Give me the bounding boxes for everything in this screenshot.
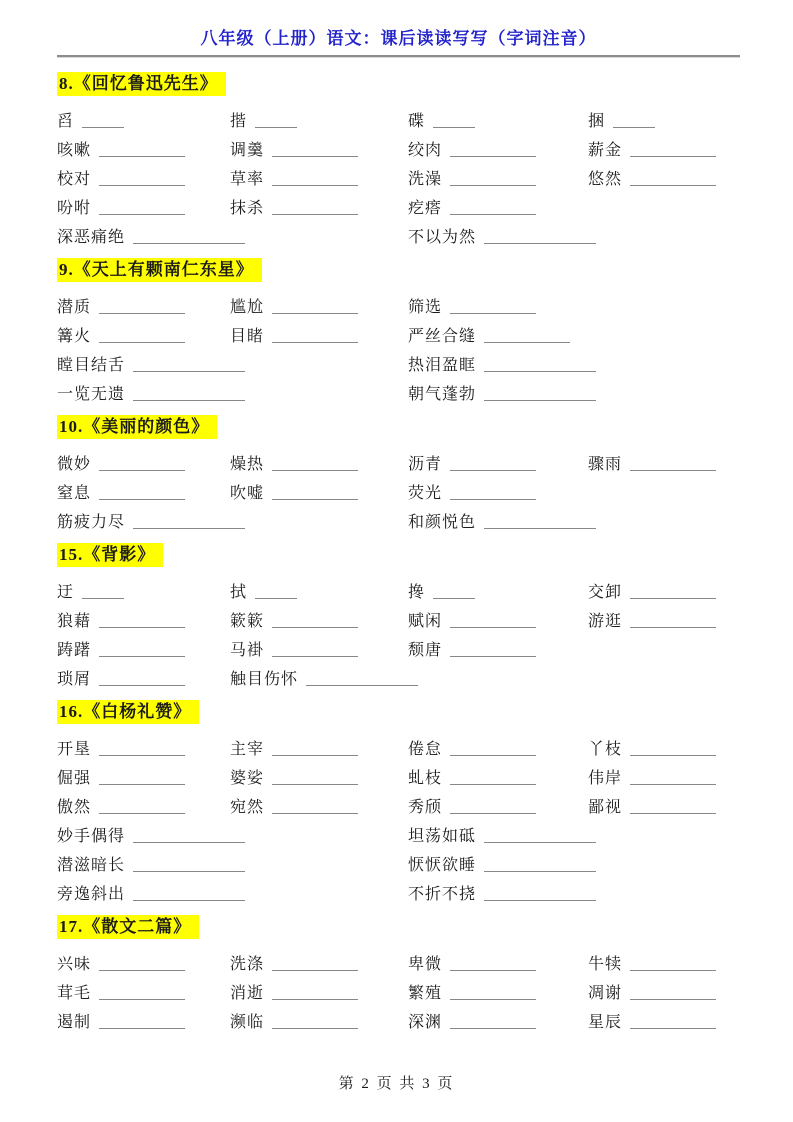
word-row — [57, 381, 740, 410]
section-title: 9.《天上有颗南仁东星》 — [57, 258, 262, 282]
word-label: 游逛 — [588, 613, 623, 630]
word-row — [57, 951, 740, 980]
pinyin-blank-line — [272, 742, 358, 756]
pinyin-blank-line — [255, 585, 297, 599]
word-entry — [57, 451, 230, 474]
word-row — [57, 195, 740, 224]
word-entry — [588, 608, 740, 631]
pinyin-blank-line — [272, 957, 358, 971]
word-label: 搀 — [408, 584, 426, 601]
word-entry — [408, 224, 740, 247]
pinyin-blank-line — [630, 585, 716, 599]
pinyin-blank-line — [82, 114, 124, 128]
pinyin-blank-line — [272, 486, 358, 500]
word-entry — [588, 166, 740, 189]
pinyin-blank-line — [133, 230, 245, 244]
word-label: 薪金 — [588, 142, 623, 159]
word-entry — [57, 794, 230, 817]
word-label: 深恶痛绝 — [57, 229, 126, 246]
word-entry — [408, 736, 588, 759]
word-entry — [57, 765, 230, 788]
word-label: 疙瘩 — [408, 200, 443, 217]
pinyin-blank-line — [99, 672, 185, 686]
word-entry — [408, 108, 588, 131]
pinyin-blank-line — [630, 172, 716, 186]
word-entry — [588, 451, 740, 474]
word-label: 严丝合缝 — [408, 328, 477, 345]
word-label: 洗涤 — [230, 956, 265, 973]
word-label: 筛选 — [408, 299, 443, 316]
word-label: 沥青 — [408, 456, 443, 473]
word-entry — [230, 166, 408, 189]
word-label: 恹恹欲睡 — [408, 857, 477, 874]
word-entry — [408, 451, 588, 474]
word-label: 赋闲 — [408, 613, 443, 630]
word-entry — [408, 509, 740, 532]
pinyin-blank-line — [133, 829, 245, 843]
word-entry — [588, 579, 740, 602]
word-label: 秀颀 — [408, 799, 443, 816]
section-title: 16.《白杨礼赞》 — [57, 700, 199, 724]
word-label: 校对 — [57, 171, 92, 188]
pinyin-blank-line — [450, 771, 536, 785]
word-entry — [57, 352, 408, 375]
word-label: 倦怠 — [408, 741, 443, 758]
word-label: 抹杀 — [230, 200, 265, 217]
word-label: 朝气蓬勃 — [408, 386, 477, 403]
section-title: 10.《美丽的颜色》 — [57, 415, 217, 439]
word-label: 簌簌 — [230, 613, 265, 630]
word-label: 碟 — [408, 113, 426, 130]
section-title: 8.《回忆鲁迅先生》 — [57, 72, 226, 96]
word-entry — [230, 765, 408, 788]
word-label: 鄙视 — [588, 799, 623, 816]
pinyin-blank-line — [272, 800, 358, 814]
word-entry — [57, 108, 230, 131]
pinyin-blank-line — [450, 643, 536, 657]
pinyin-blank-line — [272, 329, 358, 343]
pinyin-blank-line — [450, 457, 536, 471]
word-entry — [57, 166, 230, 189]
pinyin-blank-line — [484, 387, 596, 401]
word-label: 兴味 — [57, 956, 92, 973]
word-label: 悠然 — [588, 171, 623, 188]
word-entry — [230, 108, 408, 131]
word-entry — [230, 951, 408, 974]
pinyin-blank-line — [99, 771, 185, 785]
pinyin-blank-line — [484, 230, 596, 244]
word-entry — [408, 881, 740, 904]
word-entry — [408, 480, 588, 503]
word-label: 坦荡如砥 — [408, 828, 477, 845]
pinyin-blank-line — [433, 585, 475, 599]
word-row — [57, 579, 740, 608]
word-entry — [588, 980, 740, 1003]
header-divider — [57, 55, 740, 58]
word-label: 琐屑 — [57, 671, 92, 688]
word-label: 洗澡 — [408, 171, 443, 188]
pinyin-blank-line — [272, 457, 358, 471]
pinyin-blank-line — [272, 300, 358, 314]
word-entry — [408, 166, 588, 189]
section-title: 15.《背影》 — [57, 543, 163, 567]
pinyin-blank-line — [630, 1015, 716, 1029]
pinyin-blank-line — [255, 114, 297, 128]
section-title-row — [57, 538, 740, 579]
word-row — [57, 823, 740, 852]
word-label: 绞肉 — [408, 142, 443, 159]
word-row — [57, 736, 740, 765]
word-label: 马褂 — [230, 642, 265, 659]
word-row — [57, 980, 740, 1009]
word-label: 捆 — [588, 113, 606, 130]
pinyin-blank-line — [630, 957, 716, 971]
pinyin-blank-line — [272, 143, 358, 157]
word-entry — [588, 951, 740, 974]
word-entry — [57, 881, 408, 904]
word-label: 瞠目结舌 — [57, 357, 126, 374]
section-title-row — [57, 253, 740, 294]
word-label: 篝火 — [57, 328, 92, 345]
word-label: 吩咐 — [57, 200, 92, 217]
word-entry — [57, 224, 408, 247]
pinyin-blank-line — [133, 515, 245, 529]
sections-container — [57, 67, 740, 1038]
pinyin-blank-line — [630, 457, 716, 471]
word-row — [57, 852, 740, 881]
pinyin-blank-line — [450, 986, 536, 1000]
pinyin-blank-line — [99, 201, 185, 215]
word-entry — [408, 323, 740, 346]
word-entry — [57, 637, 230, 660]
word-label: 荧光 — [408, 485, 443, 502]
word-entry — [57, 980, 230, 1003]
section-title: 17.《散文二篇》 — [57, 915, 199, 939]
pinyin-blank-line — [306, 672, 418, 686]
word-label: 草率 — [230, 171, 265, 188]
word-row — [57, 637, 740, 666]
pinyin-blank-line — [484, 358, 596, 372]
word-entry — [230, 451, 408, 474]
word-label: 热泪盈眶 — [408, 357, 477, 374]
word-row — [57, 509, 740, 538]
word-entry — [230, 794, 408, 817]
word-entry — [57, 294, 230, 317]
word-row — [57, 323, 740, 352]
pinyin-blank-line — [133, 358, 245, 372]
word-label: 开垦 — [57, 741, 92, 758]
word-label: 潜滋暗长 — [57, 857, 126, 874]
pinyin-blank-line — [484, 329, 570, 343]
word-row — [57, 480, 740, 509]
word-row — [57, 765, 740, 794]
word-entry — [588, 137, 740, 160]
pinyin-blank-line — [99, 614, 185, 628]
pinyin-blank-line — [630, 614, 716, 628]
word-label: 凋谢 — [588, 985, 623, 1002]
pinyin-blank-line — [484, 858, 596, 872]
word-entry — [588, 1009, 740, 1032]
word-entry — [408, 823, 740, 846]
pinyin-blank-line — [630, 143, 716, 157]
word-row — [57, 1009, 740, 1038]
word-row — [57, 352, 740, 381]
word-entry — [230, 666, 588, 689]
word-entry — [408, 137, 588, 160]
word-label: 一览无遗 — [57, 386, 126, 403]
pinyin-blank-line — [272, 986, 358, 1000]
pinyin-blank-line — [450, 486, 536, 500]
word-label: 濒临 — [230, 1014, 265, 1031]
word-label: 旁逸斜出 — [57, 886, 126, 903]
word-label: 踌躇 — [57, 642, 92, 659]
pinyin-blank-line — [613, 114, 655, 128]
word-entry — [57, 381, 408, 404]
word-entry — [408, 352, 740, 375]
pinyin-blank-line — [450, 742, 536, 756]
pinyin-blank-line — [272, 172, 358, 186]
pinyin-blank-line — [99, 486, 185, 500]
word-label: 潜质 — [57, 299, 92, 316]
word-entry — [408, 294, 588, 317]
word-label: 交卸 — [588, 584, 623, 601]
word-label: 卑微 — [408, 956, 443, 973]
word-label: 目睹 — [230, 328, 265, 345]
word-label: 舀 — [57, 113, 75, 130]
pinyin-blank-line — [99, 329, 185, 343]
section-title-row — [57, 67, 740, 108]
word-row — [57, 794, 740, 823]
word-label: 深渊 — [408, 1014, 443, 1031]
pinyin-blank-line — [133, 858, 245, 872]
word-label: 不折不挠 — [408, 886, 477, 903]
word-label: 和颜悦色 — [408, 514, 477, 531]
word-entry — [230, 323, 408, 346]
word-entry — [408, 637, 588, 660]
pinyin-blank-line — [433, 114, 475, 128]
word-label: 咳嗽 — [57, 142, 92, 159]
word-label: 狼藉 — [57, 613, 92, 630]
word-entry — [57, 852, 408, 875]
page-number: 第 2 页 共 3 页 — [338, 1076, 455, 1092]
word-label: 宛然 — [230, 799, 265, 816]
word-row — [57, 294, 740, 323]
word-entry — [57, 579, 230, 602]
word-row — [57, 608, 740, 637]
word-entry — [230, 579, 408, 602]
word-entry — [230, 608, 408, 631]
word-entry — [408, 608, 588, 631]
word-row — [57, 108, 740, 137]
pinyin-blank-line — [450, 1015, 536, 1029]
pinyin-blank-line — [450, 614, 536, 628]
word-label: 骤雨 — [588, 456, 623, 473]
word-entry — [230, 480, 408, 503]
word-label: 星辰 — [588, 1014, 623, 1031]
pinyin-blank-line — [450, 172, 536, 186]
pinyin-blank-line — [630, 800, 716, 814]
word-label: 繁殖 — [408, 985, 443, 1002]
word-label: 揩 — [230, 113, 248, 130]
word-label: 妙手偶得 — [57, 828, 126, 845]
word-row — [57, 666, 740, 695]
word-entry — [408, 579, 588, 602]
word-label: 消逝 — [230, 985, 265, 1002]
word-row — [57, 451, 740, 480]
word-label: 窒息 — [57, 485, 92, 502]
word-label: 不以为然 — [408, 229, 477, 246]
section-title-row — [57, 910, 740, 951]
pinyin-blank-line — [272, 614, 358, 628]
section-title-row — [57, 695, 740, 736]
word-label: 燥热 — [230, 456, 265, 473]
word-row — [57, 224, 740, 253]
word-entry — [408, 195, 588, 218]
word-label: 主宰 — [230, 741, 265, 758]
word-entry — [230, 980, 408, 1003]
word-label: 吹嘘 — [230, 485, 265, 502]
word-label: 迂 — [57, 584, 75, 601]
word-row — [57, 881, 740, 910]
word-label: 牛犊 — [588, 956, 623, 973]
pinyin-blank-line — [272, 1015, 358, 1029]
pinyin-blank-line — [484, 515, 596, 529]
pinyin-blank-line — [82, 585, 124, 599]
word-entry — [57, 666, 230, 689]
word-entry — [408, 980, 588, 1003]
word-entry — [57, 608, 230, 631]
pinyin-blank-line — [450, 957, 536, 971]
word-entry — [588, 794, 740, 817]
word-entry — [408, 381, 740, 404]
pinyin-blank-line — [99, 457, 185, 471]
pinyin-blank-line — [99, 800, 185, 814]
word-label: 遏制 — [57, 1014, 92, 1031]
word-row — [57, 137, 740, 166]
word-entry — [230, 736, 408, 759]
word-entry — [57, 195, 230, 218]
pinyin-blank-line — [450, 143, 536, 157]
word-entry — [588, 108, 740, 131]
word-label: 调羹 — [230, 142, 265, 159]
pinyin-blank-line — [450, 800, 536, 814]
word-entry — [57, 509, 408, 532]
pinyin-blank-line — [272, 771, 358, 785]
pinyin-blank-line — [99, 742, 185, 756]
word-entry — [408, 852, 740, 875]
word-entry — [57, 736, 230, 759]
pinyin-blank-line — [99, 643, 185, 657]
word-label: 虬枝 — [408, 770, 443, 787]
pinyin-blank-line — [450, 300, 536, 314]
word-entry — [57, 137, 230, 160]
pinyin-blank-line — [133, 887, 245, 901]
word-label: 茸毛 — [57, 985, 92, 1002]
word-label: 伟岸 — [588, 770, 623, 787]
section-title-row — [57, 410, 740, 451]
pinyin-blank-line — [630, 771, 716, 785]
word-entry — [230, 137, 408, 160]
pinyin-blank-line — [99, 1015, 185, 1029]
pinyin-blank-line — [99, 300, 185, 314]
word-label: 筋疲力尽 — [57, 514, 126, 531]
pinyin-blank-line — [133, 387, 245, 401]
pinyin-blank-line — [484, 887, 596, 901]
word-label: 微妙 — [57, 456, 92, 473]
word-label: 婆娑 — [230, 770, 265, 787]
page-title: 八年级（上册）语文：课后读读写写（字词注音） — [200, 29, 597, 49]
pinyin-blank-line — [272, 643, 358, 657]
pinyin-blank-line — [99, 986, 185, 1000]
word-entry — [408, 1009, 588, 1032]
word-entry — [57, 951, 230, 974]
word-entry — [588, 736, 740, 759]
word-label: 颓唐 — [408, 642, 443, 659]
pinyin-blank-line — [99, 957, 185, 971]
word-label: 拭 — [230, 584, 248, 601]
word-entry — [230, 1009, 408, 1032]
pinyin-blank-line — [99, 143, 185, 157]
word-entry — [588, 765, 740, 788]
pinyin-blank-line — [99, 172, 185, 186]
word-entry — [57, 323, 230, 346]
word-label: 傲然 — [57, 799, 92, 816]
word-entry — [57, 480, 230, 503]
pinyin-blank-line — [450, 201, 536, 215]
word-label: 倔强 — [57, 770, 92, 787]
word-entry — [408, 794, 588, 817]
word-entry — [57, 1009, 230, 1032]
word-entry — [408, 765, 588, 788]
word-entry — [408, 951, 588, 974]
word-entry — [230, 195, 408, 218]
word-entry — [57, 823, 408, 846]
pinyin-blank-line — [484, 829, 596, 843]
word-row — [57, 166, 740, 195]
pinyin-blank-line — [630, 742, 716, 756]
word-entry — [230, 294, 408, 317]
pinyin-blank-line — [630, 986, 716, 1000]
pinyin-blank-line — [272, 201, 358, 215]
word-entry — [230, 637, 408, 660]
word-label: 触目伤怀 — [230, 671, 299, 688]
word-label: 丫枝 — [588, 741, 623, 758]
word-label: 尴尬 — [230, 299, 265, 316]
